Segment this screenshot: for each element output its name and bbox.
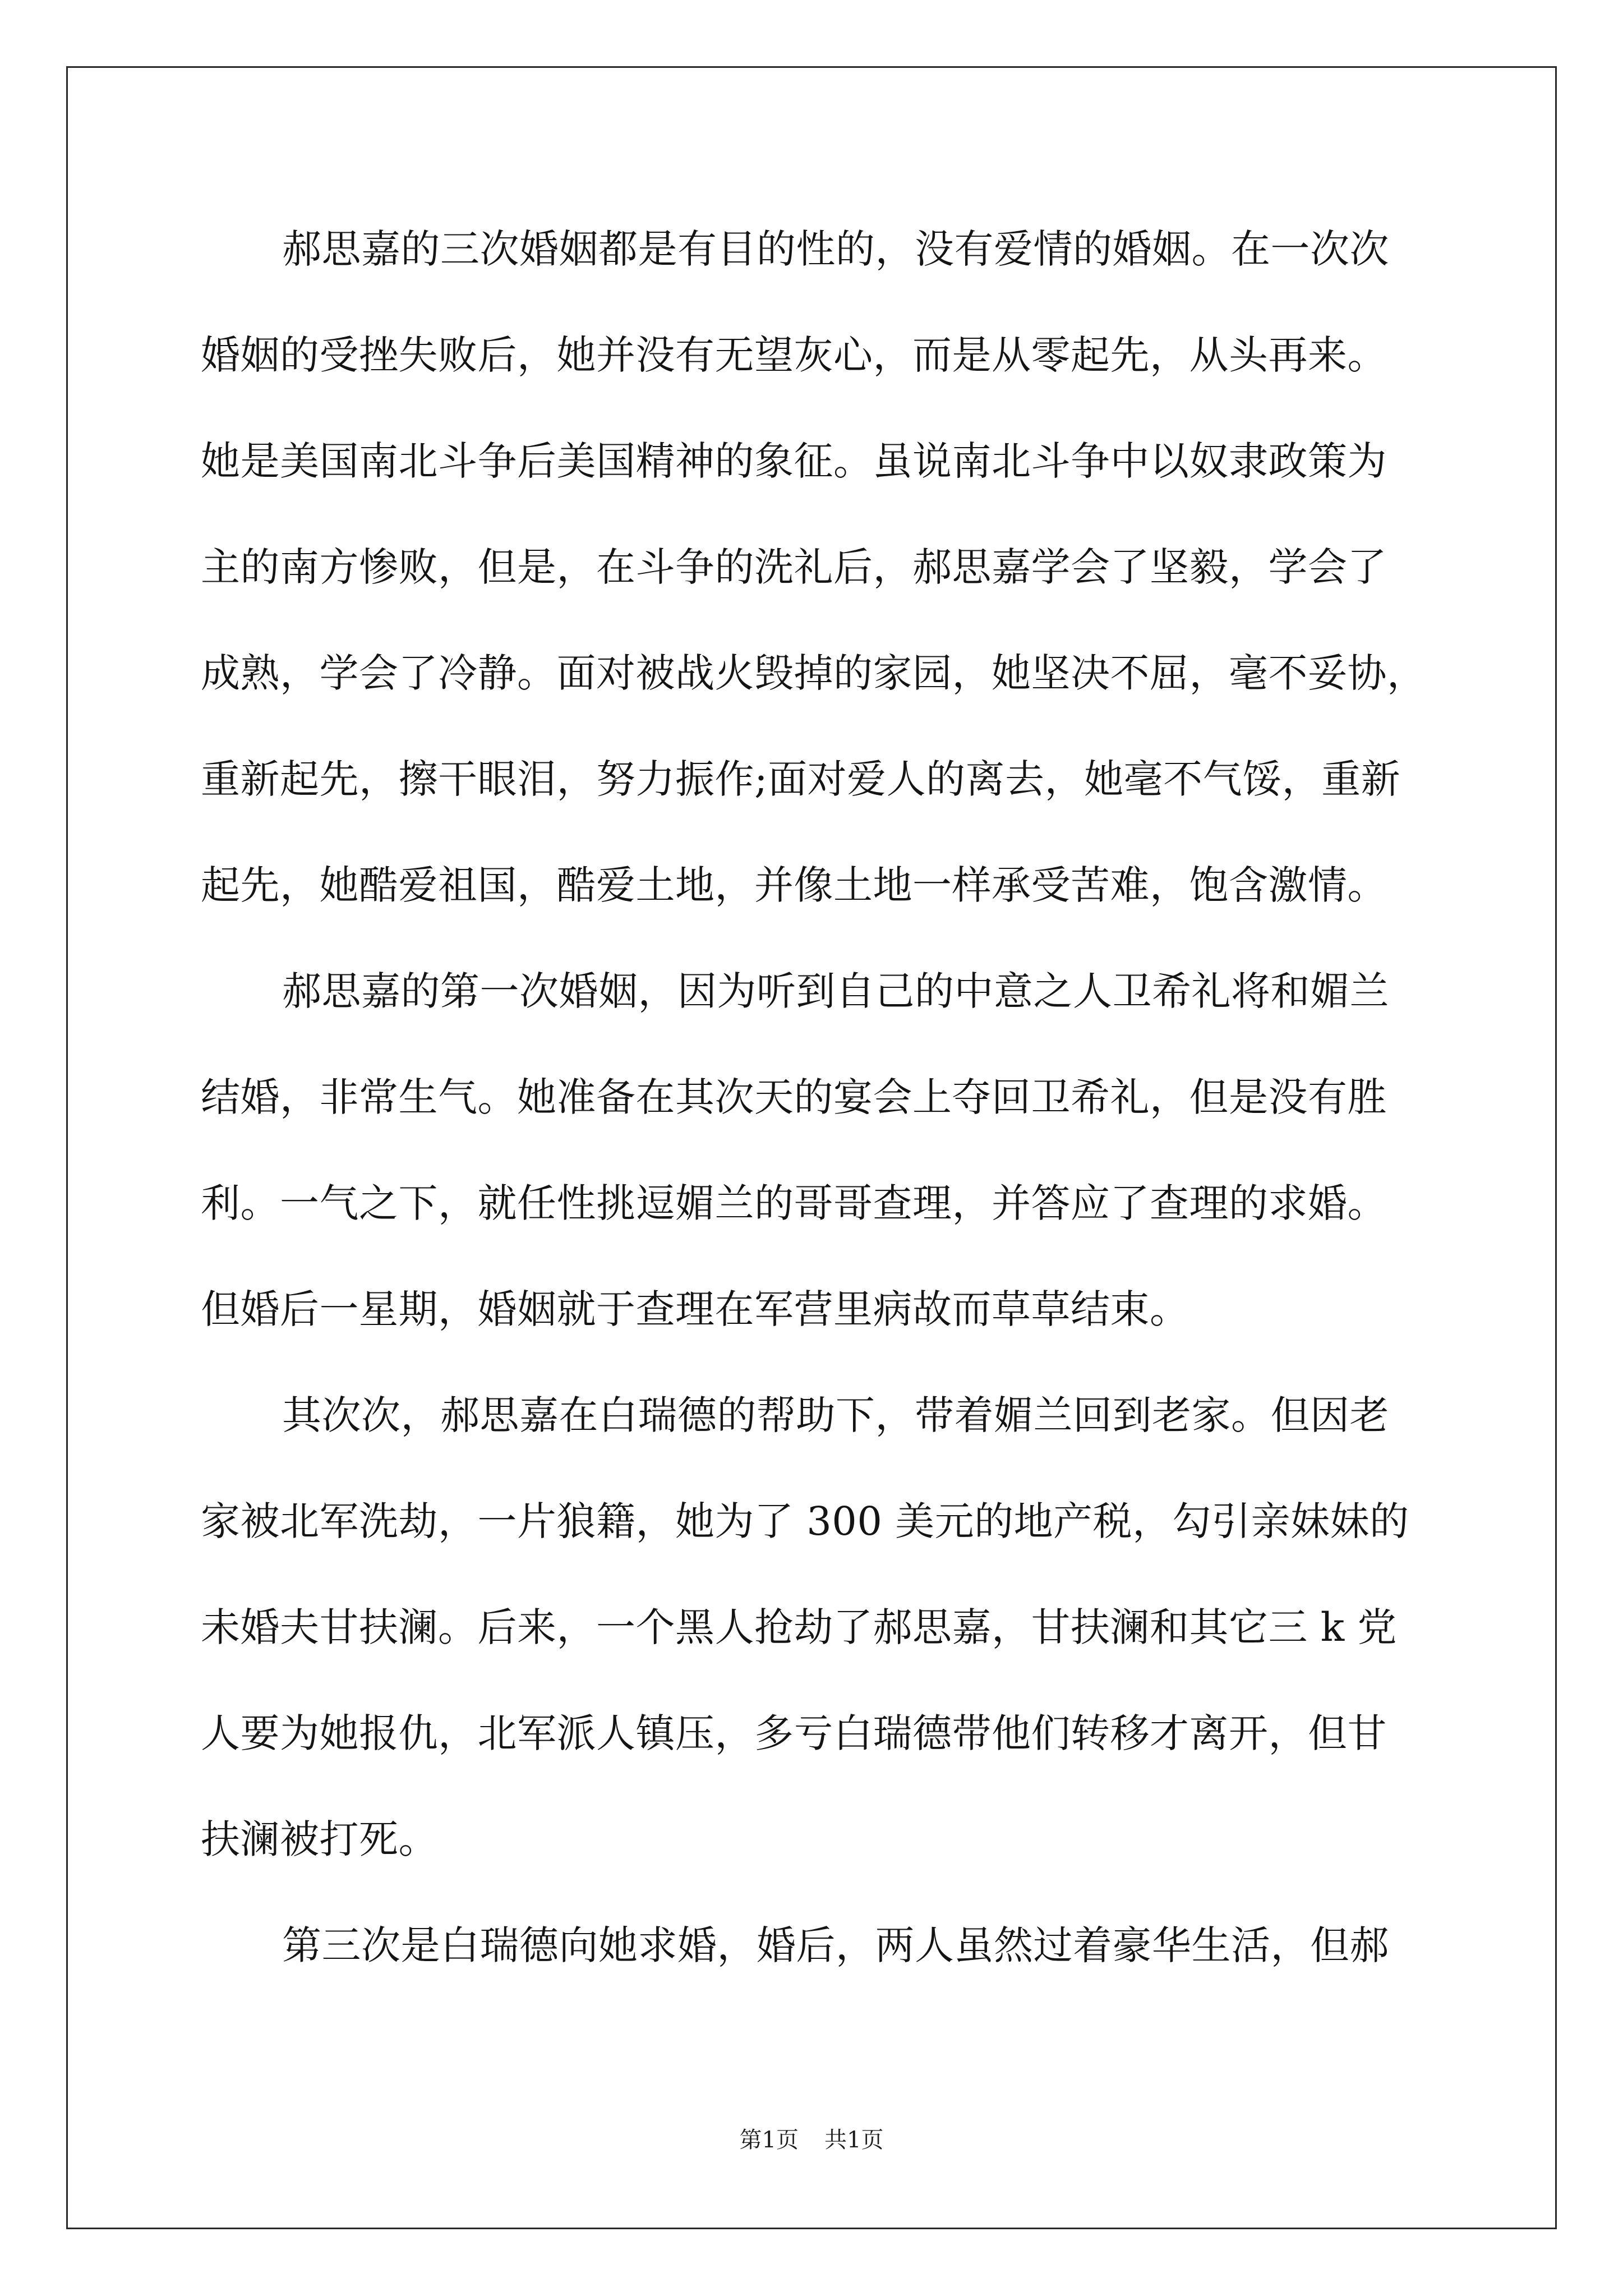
paragraph xyxy=(201,958,1446,1382)
paragraph xyxy=(201,1912,1446,2018)
text-line: 结婚，非常生气。她准备在其次天的宴会上夺回卫希礼，但是没有胜 xyxy=(201,1074,1387,1120)
text-line: 成熟，学会了冷静。面对被战火毁掉的家园，她坚决不屈，毫不妥协， xyxy=(201,650,1427,696)
text-line: 她是美国南北斗争后美国精神的象征。虽说南北斗争中以奴隶政策为 xyxy=(201,438,1387,484)
text-line: 利。一气之下，就任性挑逗媚兰的哥哥查理，并答应了查理的求婚。 xyxy=(201,1180,1387,1226)
page-footer xyxy=(0,2126,1623,2154)
text-line: 重新起先，擦干眼泪，努力振作;面对爱人的离去，她毫不气馁，重新 xyxy=(201,756,1401,802)
text-line: 其次次，郝思嘉在白瑞德的帮助下，带着媚兰回到老家。但因老 xyxy=(282,1392,1389,1438)
text-line: 婚姻的受挫失败后，她并没有无望灰心，而是从零起先，从头再来。 xyxy=(201,332,1387,378)
text-line: 但婚后一星期，婚姻就于查理在军营里病故而草草结束。 xyxy=(201,1286,1189,1332)
text-line: 郝思嘉的三次婚姻都是有目的性的，没有爱情的婚姻。在一次次 xyxy=(282,226,1389,272)
text-line: 未婚夫甘扶澜。后来，一个黑人抢劫了郝思嘉，甘扶澜和其它三 k 党 xyxy=(201,1604,1397,1650)
text-line: 人要为她报仇，北军派人镇压，多亏白瑞德带他们转移才离开，但甘 xyxy=(201,1710,1387,1756)
document-body xyxy=(201,215,1446,2018)
page-number: 第1页 xyxy=(739,2127,799,2153)
paragraph xyxy=(201,215,1446,958)
text-line: 家被北军洗劫，一片狼籍，她为了 300 美元的地产税，勾引亲妹妹的 xyxy=(201,1498,1409,1544)
text-line: 起先，她酷爱祖国，酷爱土地，并像土地一样承受苦难，饱含激情。 xyxy=(201,862,1387,908)
paragraph xyxy=(201,1382,1446,1912)
text-line: 第三次是白瑞德向她求婚，婚后，两人虽然过着豪华生活，但郝 xyxy=(282,1922,1389,1968)
text-line: 主的南方惨败，但是，在斗争的洗礼后，郝思嘉学会了坚毅，学会了 xyxy=(201,544,1387,590)
text-line: 郝思嘉的第一次婚姻，因为听到自己的中意之人卫希礼将和媚兰 xyxy=(282,968,1389,1014)
text-line: 扶澜被打死。 xyxy=(201,1816,438,1862)
page-total: 共1页 xyxy=(824,2127,884,2153)
